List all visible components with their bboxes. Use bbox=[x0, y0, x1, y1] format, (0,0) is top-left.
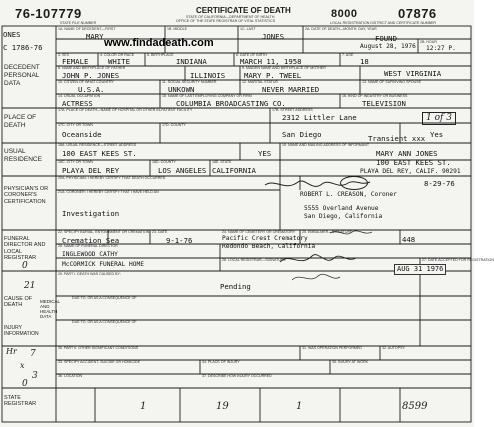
sidebar-state-registrar: STATE REGISTRAR bbox=[4, 395, 37, 408]
label-1c: 1C. LAST bbox=[240, 27, 256, 31]
label-7: 7. AGE bbox=[342, 53, 354, 57]
coroner-name: ROBERT L. CREASON, Coroner bbox=[300, 191, 397, 198]
occupation: ACTRESS bbox=[62, 99, 93, 108]
label-12: 12. MARITAL STATUS bbox=[242, 80, 278, 84]
funeral-director: INGLEWOOD CATHY bbox=[62, 251, 118, 258]
label-21: 21A. CORONER: I HEREBY CERTIFY THAT I HAVE HELD AN bbox=[58, 190, 159, 194]
side-mark-7: 0 bbox=[22, 379, 28, 389]
label-8: 8. NAME AND BIRTHPLACE OF FATHER bbox=[58, 66, 126, 70]
side-mark-1: 0 bbox=[22, 261, 28, 271]
length-of-stay: Transient xxx bbox=[368, 134, 426, 143]
cemetery-line-2: Redondo Beach, California bbox=[222, 243, 316, 250]
side-mark-3: Hr bbox=[6, 347, 17, 356]
death-city: Oceanside bbox=[62, 130, 102, 139]
cert-number-left: 76-107779 bbox=[15, 6, 82, 21]
name-first: MARY bbox=[86, 32, 104, 41]
certificate-title: CERTIFICATE OF DEATH bbox=[196, 6, 291, 15]
bottom-code-1: 1 bbox=[140, 401, 147, 412]
watermark: www.findadeath.com bbox=[104, 37, 214, 49]
label-13: 13. NAME OF SURVIVING SPOUSE bbox=[362, 80, 422, 84]
label-14: 14. USUAL OCCUPATION bbox=[58, 94, 101, 98]
label-17d: 17D. COUNTY bbox=[162, 123, 186, 127]
cemetery-line-1: Pacific Crest Crematory bbox=[222, 235, 308, 242]
label-22: 22. SPECIFY BURIAL, ENTOMBMENT OR CREMATION bbox=[58, 230, 150, 234]
bottom-code-2: 19 bbox=[216, 401, 229, 412]
label-26: 26. NAME OF FUNERAL DIRECTOR bbox=[58, 244, 118, 248]
label-18e: 18E. STATE bbox=[212, 160, 232, 164]
employer: COLUMBIA BROADCASTING CO. bbox=[176, 99, 286, 108]
office-subtitle: OFFICE OF THE STATE REGISTRAR OF VITAL STATISTICS bbox=[176, 19, 276, 23]
bottom-code-3: 1 bbox=[296, 401, 303, 412]
label-5: 5. BIRTHPLACE bbox=[147, 53, 174, 57]
label-27: 27. DATE ACCEPTED FOR REGISTRATION bbox=[422, 258, 494, 262]
side-mark-4: 7 bbox=[30, 349, 36, 359]
label-18d: 18D. COUNTY bbox=[152, 160, 176, 164]
local-reg-label: LOCAL REGISTRATION DISTRICT AND CERTIFICATE NUMBER bbox=[330, 21, 437, 25]
registrar-date-stamp: AUG 31 1976 bbox=[394, 264, 446, 275]
sidebar-cause: CAUSE OF DEATH bbox=[4, 296, 33, 309]
informant-city: PLAYA DEL REY, CALIF. 90291 bbox=[360, 168, 461, 175]
residence-street: 100 EAST KEES ST. bbox=[62, 149, 137, 158]
district-number: 8000 bbox=[331, 8, 358, 20]
death-inside-city: Yes bbox=[430, 130, 444, 139]
label-23: 23. DATE bbox=[152, 230, 168, 234]
coroner-seal bbox=[340, 176, 368, 190]
coroner-address-1: 5555 Overland Avenue bbox=[304, 205, 379, 212]
mother-birthplace: WEST VIRGINIA bbox=[384, 69, 442, 78]
label-11: 11. SOCIAL SECURITY NUMBER bbox=[162, 80, 217, 84]
label-34: 34. PLACE OF INJURY bbox=[202, 360, 240, 364]
label-4: 4. COLOR OR RACE bbox=[100, 53, 135, 57]
date-of-death: August 28, 1976 bbox=[360, 43, 416, 50]
label-3: 3. SEX bbox=[58, 53, 70, 57]
top-left-code: C 1786-76 bbox=[3, 43, 43, 52]
label-17b: 17B. STREET ADDRESS bbox=[272, 108, 313, 112]
label-25: 25. EMBALMER—SIGNATURE bbox=[302, 230, 353, 234]
birthplace: INDIANA bbox=[176, 57, 207, 66]
name-last: JONES bbox=[262, 32, 284, 41]
sidebar-medical: MEDICAL AND HEALTH DATA bbox=[40, 299, 60, 319]
funeral-home: McCORMICK FUNERAL HOME bbox=[62, 261, 144, 268]
state-file-label: STATE FILE NUMBER bbox=[60, 21, 97, 25]
residence-inside-city: YES bbox=[258, 149, 272, 158]
label-33: 33. SPECIFY ACCIDENT, SUICIDE OR HOMICIDE bbox=[58, 360, 141, 364]
label-28: 28. LOCAL REGISTRAR—SIGNATURE bbox=[222, 258, 286, 262]
label-15: 15. NAME OF LAST EMPLOYING COMPANY OR FIRM bbox=[162, 94, 252, 98]
label-1a: 1A. NAME OF DECEDENT—FIRST bbox=[58, 27, 116, 31]
embalmer-number: 448 bbox=[402, 235, 416, 244]
sex: FEMALE bbox=[62, 57, 89, 66]
hour-of-death: 12:27 P. bbox=[426, 45, 456, 52]
sidebar-physician: PHYSICIAN'S OR CORONER'S CERTIFICATION bbox=[4, 186, 49, 205]
side-mark-5: x bbox=[20, 361, 25, 370]
page-note: 1 of 3 bbox=[422, 112, 456, 125]
label-18a: 18A. USUAL RESIDENCE—STREET ADDRESS bbox=[58, 143, 137, 147]
race: WHITE bbox=[108, 57, 130, 66]
label-20: 20A. PHYSICIAN: I HEREBY CERTIFY THAT DEATH OCCURRED bbox=[58, 176, 166, 180]
label-2a: 2A. DATE OF DEATH—MONTH, DAY, YEAR bbox=[305, 27, 377, 31]
label-32: 32. AUTOPSY bbox=[382, 346, 405, 350]
label-24: 24. NAME OF CEMETERY OR CREMATORY bbox=[222, 230, 296, 234]
residence-county: LOS ANGELES bbox=[158, 166, 207, 175]
residence-city: PLAYA DEL REY bbox=[62, 166, 120, 175]
label-29: 29. PART I. DEATH WAS CAUSED BY: bbox=[58, 272, 121, 276]
ssn: UNKOWN bbox=[168, 85, 195, 94]
disposition: Cremation Sea bbox=[62, 236, 120, 245]
informant-name: MARY ANN JONES bbox=[376, 149, 438, 158]
coroner-date: 8-29-76 bbox=[424, 179, 455, 188]
sidebar-decedent: DECEDENT PERSONAL DATA bbox=[4, 64, 40, 87]
disposition-date: 9-1-76 bbox=[166, 236, 193, 245]
sidebar-place-of-death: PLACE OF DEATH bbox=[4, 114, 37, 129]
label-29c: DUE TO, OR AS A CONSEQUENCE OF bbox=[72, 320, 137, 324]
cause-immediate: Pending bbox=[220, 282, 251, 291]
marital-status: NEVER MARRIED bbox=[262, 85, 320, 94]
label-10: 10. CITIZEN OF WHAT COUNTRY bbox=[58, 80, 114, 84]
death-county: San Diego bbox=[282, 130, 322, 139]
label-1b: 1B. MIDDLE bbox=[167, 27, 187, 31]
informant-street: 100 EAST KEES ST. bbox=[376, 158, 451, 167]
label-18c: 18C. CITY OR TOWN bbox=[58, 160, 93, 164]
label-37: 37. DESCRIBE HOW INJURY OCCURRED bbox=[202, 374, 272, 378]
label-2b: 2B. HOUR bbox=[420, 40, 437, 44]
date-found-label: FOUND bbox=[375, 34, 397, 43]
side-mark-6: 3 bbox=[32, 371, 38, 381]
label-30: 30. PART II. OTHER SIGNIFICANT CONDITIONS bbox=[58, 346, 139, 350]
citizen-of: U.S.A. bbox=[78, 85, 105, 94]
label-35: 35. INJURY AT WORK bbox=[332, 360, 369, 364]
label-6: 6. DATE OF BIRTH bbox=[236, 53, 268, 57]
label-17c: 17C. CITY OR TOWN bbox=[58, 123, 93, 127]
mother-name: MARY P. TWEEL bbox=[244, 71, 302, 80]
local-cert-number: 07876 bbox=[398, 6, 437, 21]
birth-date: MARCH 11, 1958 bbox=[240, 57, 302, 66]
father-name: JOHN P. JONES bbox=[62, 71, 120, 80]
sidebar-usual-residence: USUAL RESIDENCE bbox=[4, 148, 42, 163]
bottom-code-4: 8599 bbox=[402, 401, 428, 412]
residence-state: CALIFORNIA bbox=[212, 166, 256, 175]
business: TELEVISION bbox=[362, 99, 406, 108]
label-19: 19. NAME AND MAILING ADDRESS OF INFORMANT bbox=[282, 143, 370, 147]
sidebar-injury: INJURY INFORMATION bbox=[4, 325, 39, 337]
coroner-address-2: San Diego, California bbox=[304, 213, 383, 220]
father-birthplace: ILLINOIS bbox=[190, 71, 226, 80]
label-17a: 17A. PLACE OF DEATH—NAME OF HOSPITAL OR OTHER IN-PATIENT FACILITY bbox=[58, 108, 193, 112]
pending-signature bbox=[292, 274, 340, 280]
label-36: 36. LOCATION bbox=[58, 374, 83, 378]
age: 18 bbox=[360, 57, 369, 66]
label-31: 31. WAS OPERATION PERFORMED bbox=[302, 346, 362, 350]
label-16: 16. KIND OF INDUSTRY OR BUSINESS bbox=[342, 94, 408, 98]
ones-mark: ONES bbox=[3, 30, 21, 39]
label-9: 9. MAIDEN NAME AND BIRTHPLACE OF MOTHER bbox=[242, 66, 326, 70]
state-subtitle: STATE OF CALIFORNIA—DEPARTMENT OF HEALTH bbox=[186, 15, 275, 19]
sidebar-funeral-director: FUNERAL DIRECTOR AND LOCAL REGISTRAR bbox=[4, 236, 46, 261]
side-mark-2: 21 bbox=[24, 281, 36, 291]
label-29b: DUE TO, OR AS A CONSEQUENCE OF bbox=[72, 296, 137, 300]
death-street: 2312 Littler Lane bbox=[282, 113, 357, 122]
investigation: Investigation bbox=[62, 209, 120, 218]
